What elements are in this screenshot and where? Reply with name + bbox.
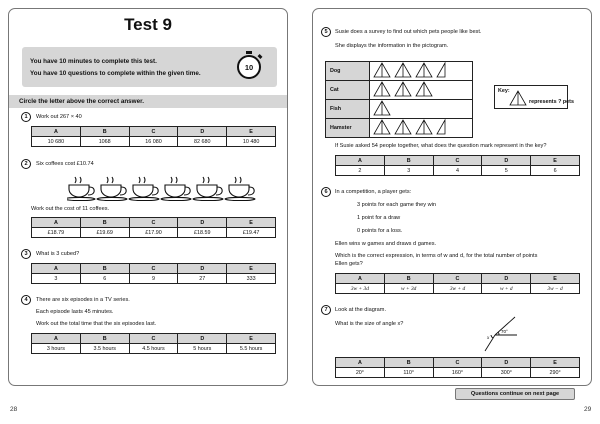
pictogram-symbols-fish [370,100,470,116]
pictogram-label-hamster: Hamster [326,119,370,138]
pictogram-symbols-cat [370,81,470,97]
pictogram-symbols-hamster [370,119,470,135]
question-4-text: There are six episodes in a TV series. [36,297,130,303]
answer-a: £18.79 [32,228,81,238]
answer-b: 1068 [80,137,129,147]
intro-line-2: You have 10 questions to complete within the given time. [30,70,201,77]
pictogram-label-dog: Dog [326,62,370,81]
option-d[interactable]: D [482,156,531,166]
answer-d: 300° [482,368,531,378]
answer-d: 82 680 [178,137,227,147]
stopwatch-icon [237,55,261,79]
answer-b: £19.69 [80,228,129,238]
answer-e: 6 [531,166,580,176]
key-text: represents ? pets [529,99,574,105]
answer-e: 5.5 hours [227,344,276,354]
option-e[interactable]: E [531,274,580,284]
pictogram-symbols-dog [370,62,470,78]
answer-e: £19.47 [227,228,276,238]
question-6-rule-draw: 1 point for a draw [357,215,401,221]
answer-b: 6 [80,274,129,284]
option-e[interactable]: E [531,156,580,166]
option-d[interactable]: D [178,127,227,137]
option-b[interactable]: B [384,156,433,166]
option-e[interactable]: E [227,264,276,274]
option-b[interactable]: B [80,334,129,344]
answer-c: 4 [433,166,482,176]
option-c[interactable]: C [129,264,178,274]
stopwatch-value: 10 [244,62,254,72]
answer-c: 3w + d [433,284,482,294]
answer-d: £18.59 [178,228,227,238]
option-b[interactable]: B [384,358,433,368]
question-6-line-5: Ellen wins w games and draws d games. [335,241,437,247]
option-c[interactable]: C [129,127,178,137]
question-2-answer-table [31,217,276,238]
option-b[interactable]: B [80,218,129,228]
answer-c: 9 [129,274,178,284]
option-b[interactable]: B [80,264,129,274]
question-7-number: 7 [321,305,331,315]
answer-c: 4.5 hours [129,344,178,354]
question-3-number: 3 [21,249,31,259]
option-c[interactable]: C [433,156,482,166]
question-2-text: Six coffees cost £10.74 [36,161,94,167]
angle-70-label: 70° [501,329,508,334]
option-c[interactable]: C [433,274,482,284]
option-d[interactable]: D [482,358,531,368]
option-d[interactable]: D [482,274,531,284]
answer-b: 3 [384,166,433,176]
pictogram-table [325,61,473,138]
question-2-prompt: Work out the cost of 11 coffees. [31,206,110,212]
question-6-line-6: Which is the correct expression, in terms of w and d, for the total number of points [335,253,538,259]
angle-arc-70 [498,332,499,335]
key-label: Key: [498,88,510,94]
option-a[interactable]: A [336,156,385,166]
question-6-answer-table [335,273,580,294]
option-a[interactable]: A [32,127,81,137]
question-5-answer-table [335,155,580,176]
question-7-text: Look at the diagram. [335,307,386,313]
question-1-text: Work out 267 × 40 [36,114,82,120]
question-4-answer-table [31,333,276,354]
test-title: Test 9 [124,15,172,34]
option-e[interactable]: E [227,127,276,137]
question-6-rule-win: 3 points for each game they win [357,202,436,208]
question-3-text: What is 3 cubed? [36,251,80,257]
answer-a: 2 [336,166,385,176]
option-e[interactable]: E [531,358,580,368]
option-b[interactable]: B [80,127,129,137]
question-5-number: 5 [321,27,331,37]
angle-x-label: x [487,336,490,341]
right-page [312,8,592,386]
question-1-number: 1 [21,112,31,122]
question-6-text: In a competition, a player gets: [335,189,412,195]
answer-b: 110° [384,368,433,378]
answer-a: 20° [336,368,385,378]
answer-b: w + 3d [384,284,433,294]
question-2-number: 2 [21,159,31,169]
pictogram-row-hamster [370,119,473,138]
answer-a: 10 680 [32,137,81,147]
option-c[interactable]: C [129,218,178,228]
coffee-cups-icon [67,175,257,201]
question-5-prompt: If Susie asked 54 people together, what does the question mark represent in the key? [335,143,547,149]
instruction-bar: Circle the letter above the correct answer. [9,95,287,108]
option-a[interactable]: A [336,274,385,284]
pictogram-row-dog [370,62,473,81]
option-a[interactable]: A [32,264,81,274]
option-c[interactable]: C [129,334,178,344]
option-d[interactable]: D [178,218,227,228]
pictogram-label-cat: Cat [326,81,370,100]
answer-c: 16 080 [129,137,178,147]
continue-next-page-label: Questions continue on next page [455,388,575,400]
answer-c: 160° [433,368,482,378]
answer-e: 333 [227,274,276,284]
question-6-number: 6 [321,187,331,197]
answer-a: 3 [32,274,81,284]
answer-c: £17.90 [129,228,178,238]
option-a[interactable]: A [336,358,385,368]
answer-d: w + d [482,284,531,294]
option-e[interactable]: E [227,218,276,228]
option-d[interactable]: D [178,264,227,274]
question-6-rule-loss: 0 points for a loss. [357,228,403,234]
key-symbol-icon [509,90,527,106]
angle-arc-x [491,335,493,338]
option-d[interactable]: D [178,334,227,344]
answer-d: 5 [482,166,531,176]
answer-b: 3.5 hours [80,344,129,354]
question-5-line-2: She displays the information in the pictogram. [335,43,449,49]
pictogram-row-cat [370,81,473,100]
option-b[interactable]: B [384,274,433,284]
question-3-answer-table [31,263,276,284]
answer-e: 3w − d [531,284,580,294]
pictogram-row-fish [370,100,473,119]
question-4-line-3: Work out the total time that the six episodes last. [36,321,157,327]
answer-d: 5 hours [178,344,227,354]
question-7-answer-table [335,357,580,378]
answer-d: 27 [178,274,227,284]
answer-a: 3 hours [32,344,81,354]
intro-line-1: You have 10 minutes to complete this test. [30,58,157,65]
question-7-prompt: What is the size of angle x? [335,321,404,327]
option-a[interactable]: A [32,218,81,228]
page-number-right: 29 [584,406,592,413]
option-e[interactable]: E [227,334,276,344]
option-c[interactable]: C [433,358,482,368]
answer-e: 10 480 [227,137,276,147]
question-1-answer-table [31,126,276,147]
angle-diagram [481,315,517,355]
page-number-left: 28 [10,406,18,413]
option-a[interactable]: A [32,334,81,344]
question-4-number: 4 [21,295,31,305]
question-6-line-7: Ellen gets? [335,261,363,267]
pictogram-label-fish: Fish [326,100,370,119]
question-4-line-2: Each episode lasts 45 minutes. [36,309,114,315]
pictogram-key [494,85,574,109]
answer-a: 3w + 3d [336,284,385,294]
question-5-text: Susie does a survey to find out which pets people like best. [335,29,482,35]
left-page [8,8,288,386]
answer-e: 290° [531,368,580,378]
